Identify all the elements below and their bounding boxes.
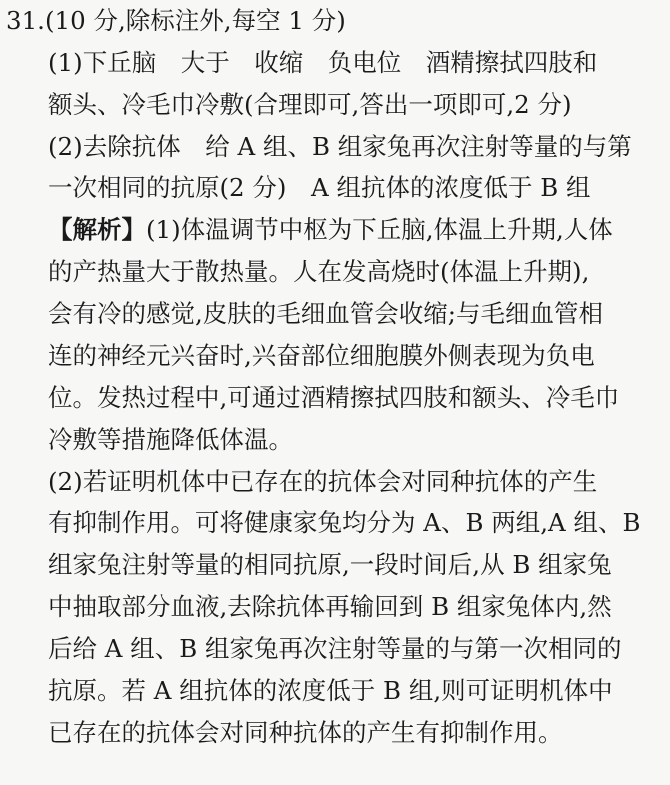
answer-line: (1)下丘脑 大于 收缩 负电位 酒精擦拭四肢和 xyxy=(48,47,598,77)
analysis-line: 中抽取部分血液,去除抗体再输回到 B 组家兔体内,然 xyxy=(48,592,612,622)
analysis-tag: 【解析】 xyxy=(48,215,146,245)
analysis-line: 抗原。若 A 组抗体的浓度低于 B 组,则可证明机体中 xyxy=(48,675,613,705)
analysis-line: 已存在的抗体会对同种抗体的产生有抑制作用。 xyxy=(48,717,563,747)
analysis-line: 组家兔注射等量的相同抗原,一段时间后,从 B 组家兔 xyxy=(48,550,612,580)
analysis-line: 位。发热过程中,可通过酒精擦拭四肢和额头、冷毛巾 xyxy=(48,382,620,412)
analysis-line: (2)若证明机体中已存在的抗体会对同种抗体的产生 xyxy=(48,466,598,496)
analysis-line: 后给 A 组、B 组家兔再次注射等量的与第一次相同的 xyxy=(48,634,622,664)
analysis-line: 的产热量大于散热量。人在发高烧时(体温上升期), xyxy=(48,257,590,287)
question-number: 31. xyxy=(6,6,45,35)
answer-line: 一次相同的抗原(2 分) A 组抗体的浓度低于 B 组 xyxy=(48,173,591,203)
analysis-line: (1)体温调节中枢为下丘脑,体温上升期,人体 xyxy=(146,215,613,245)
answer-line: 额头、冷毛巾冷敷(合理即可,答出一项即可,2 分) xyxy=(48,89,572,119)
analysis-line: 会有冷的感觉,皮肤的毛细血管会收缩;与毛细血管相 xyxy=(48,299,604,329)
analysis-line: 有抑制作用。可将健康家兔均分为 A、B 两组,A 组、B xyxy=(48,508,641,538)
answer-line: (2)去除抗体 给 A 组、B 组家兔再次注射等量的与第 xyxy=(48,131,632,161)
analysis-line: 连的神经元兴奋时,兴奋部位细胞膜外侧表现为负电 xyxy=(48,340,595,370)
question-header-line xyxy=(6,6,346,36)
analysis-first-line xyxy=(48,215,613,245)
analysis-line: 冷敷等措施降低体温。 xyxy=(48,424,293,454)
question-header: (10 分,除标注外,每空 1 分) xyxy=(44,6,346,35)
